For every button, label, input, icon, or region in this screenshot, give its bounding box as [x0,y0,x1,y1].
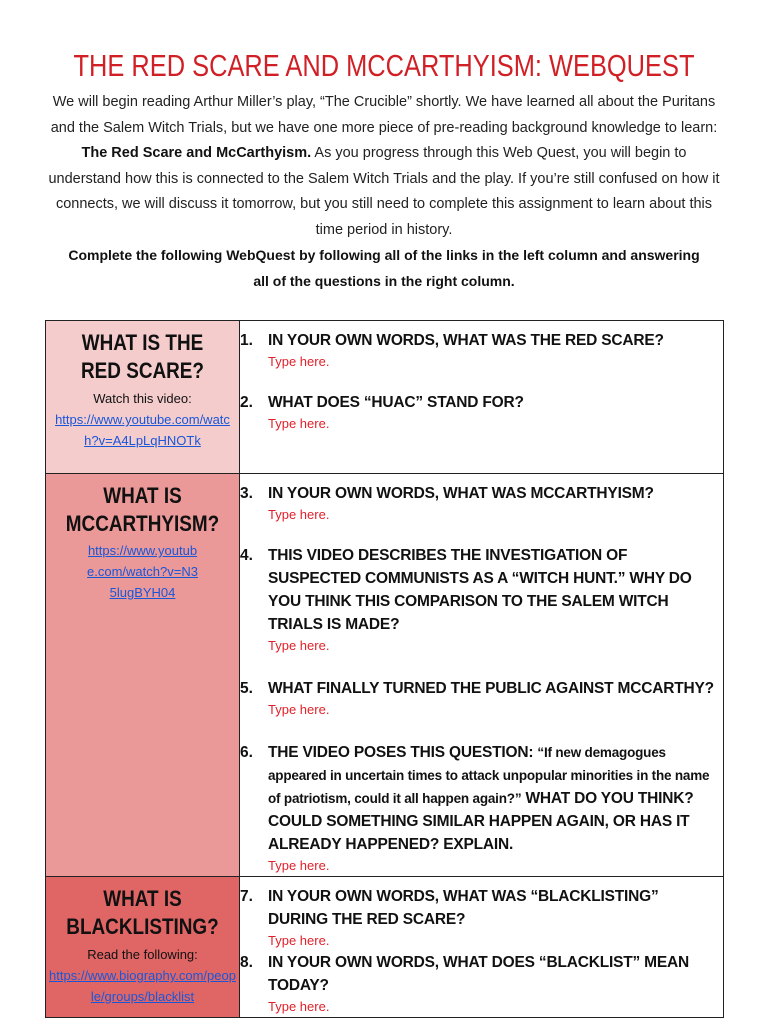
question-number: 4. [240,547,253,564]
answer-field[interactable]: Type here. [268,416,330,431]
questions-cell-mccarthyism [240,474,724,877]
question-item [240,885,717,951]
video-quote: “If new demagogues appeared in uncertain times to attack unpopular minorities in the name of patriotism, could it all happen again?” [268,745,710,806]
question-number: 2. [240,394,253,411]
section-cell-mccarthyism [46,474,240,877]
section-row-blacklisting [46,877,724,1018]
questions-cell-blacklisting [240,877,724,1018]
question-text: IN YOUR OWN WORDS, WHAT WAS THE RED SCARE? [268,332,664,349]
question-text-b: WHAT DO YOU THINK? COULD SOMETHING SIMILAR HAPPEN AGAIN, OR HAS IT ALREADY HAPPENED? EXPLAIN. [268,790,694,853]
section-link[interactable]: https://www.youtube.com/watch?v=A4LpLqHNOTk [55,412,230,448]
answer-field[interactable]: Type here. [268,999,330,1014]
section-title: WHAT IS MCCARTHYISM? [65,483,220,536]
question-number: 5. [240,680,253,697]
question-text: THIS VIDEO DESCRIBES THE INVESTIGATION OF SUSPECTED COMMUNISTS AS A “WITCH HUNT.” WHY DO YOU THINK THIS COMPARISON TO THE SALEM WITCH TRIALS IS MADE? [268,547,692,633]
section-row-mccarthyism [46,474,724,877]
question-text: IN YOUR OWN WORDS, WHAT WAS “BLACKLISTING” DURING THE RED SCARE? [268,888,659,928]
question-text: IN YOUR OWN WORDS, WHAT DOES “BLACKLIST” MEAN TODAY? [268,954,689,994]
section-subtitle: Watch this video: [93,391,192,406]
questions-cell-red-scare [240,321,724,474]
question-number: 6. [240,744,253,761]
question-item [240,329,717,372]
question-item [240,677,717,720]
section-cell-blacklisting [46,877,240,1018]
intro-bold-text: The Red Scare and McCarthyism. [81,145,312,161]
section-link[interactable]: https://www.youtube.com/watch?v=N35lugBYH04 [87,543,198,600]
question-text: IN YOUR OWN WORDS, WHAT WAS MCCARTHYISM? [268,485,654,502]
section-cell-red-scare [46,321,240,474]
intro-paragraph [48,90,720,243]
section-subtitle: Read the following: [87,947,198,962]
question-text: WHAT DOES “HUAC” STAND FOR? [268,394,524,411]
question-item [240,951,717,1017]
question-number: 1. [240,332,253,349]
section-link[interactable]: https://www.biography.com/people/groups/blacklist [49,968,236,1004]
question-item [240,482,717,525]
answer-field[interactable]: Type here. [268,354,330,369]
answer-field[interactable]: Type here. [268,702,330,717]
question-text: WHAT FINALLY TURNED THE PUBLIC AGAINST MCCARTHY? [268,680,714,697]
webquest-table [45,320,724,1018]
question-number: 7. [240,888,253,905]
answer-field[interactable]: Type here. [268,638,330,653]
intro-text-part2: As you progress through this Web Quest, you will begin to understand how this is connected to the Salem Witch Trials and the play. If you’re still confused on how it connects, we will discuss it tomorrow, but you still need to complete this assignment to learn about this time period in history. [48,145,720,238]
section-title: WHAT IS THE RED SCARE? [80,330,204,383]
answer-field[interactable]: Type here. [268,507,330,522]
question-text [268,741,717,856]
instructions: Complete the following WebQuest by following all of the links in the left column and answering all of the questions in the right column. [68,247,700,289]
intro-text-part1: We will begin reading Arthur Miller’s play, “The Crucible” shortly. We have learned all about the Puritans and the Salem Witch Trials, but we have one more piece of pre-reading background knowledge to learn: [50,94,718,136]
question-number: 3. [240,485,253,502]
question-number: 8. [240,954,253,971]
question-item [240,741,717,876]
section-row-red-scare [46,321,724,474]
question-item [240,391,717,434]
page-title: THE RED SCARE AND MCCARTHYISM: WEBQUEST [73,48,695,83]
question-text-a: THE VIDEO POSES THIS QUESTION: [268,744,538,761]
section-title: WHAT IS BLACKLISTING? [66,886,219,939]
answer-field[interactable]: Type here. [268,858,330,873]
question-item [240,544,717,656]
answer-field[interactable]: Type here. [268,933,330,948]
